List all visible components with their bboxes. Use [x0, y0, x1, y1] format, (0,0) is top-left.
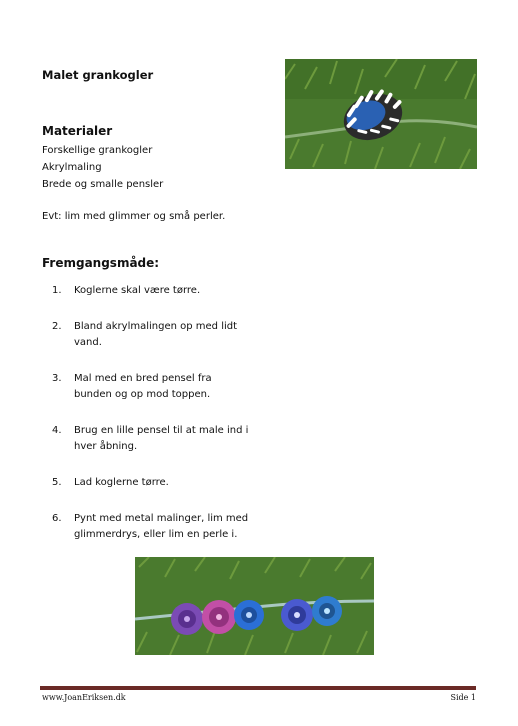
- materials-item: Brede og smalle pensler: [42, 179, 164, 190]
- method-heading: Fremgangsmåde:: [42, 256, 160, 270]
- pinecone-garland-image: [135, 557, 374, 655]
- step-text: Pynt med metal malinger, lim med glimmerdrys, eller lim en perle i.: [74, 513, 249, 540]
- step-number: 4.: [52, 425, 62, 436]
- materials-heading: Materialer: [42, 124, 113, 138]
- method-section: [42, 256, 159, 274]
- materials-item: Forskellige grankogler: [42, 145, 153, 156]
- step-number: 1.: [52, 285, 62, 296]
- step-number: 2.: [52, 321, 62, 332]
- painted-pinecone-image: [285, 59, 477, 169]
- cone-blue-purple: [281, 599, 313, 631]
- step-item: [52, 511, 252, 543]
- step-text: Bland akrylmalingen op med lidt vand.: [74, 321, 238, 348]
- step-text: Mal med en bred pensel fra bunden og op mod toppen.: [74, 373, 212, 400]
- optional-materials: Evt: lim med glimmer og små perler.: [42, 211, 226, 222]
- materials-section: [42, 124, 163, 193]
- cone-blue: [234, 600, 264, 630]
- step-item: [52, 371, 252, 403]
- cone-pink: [202, 600, 236, 634]
- footer-website: www.JoanEriksen.dk: [42, 693, 126, 702]
- step-item: [52, 283, 252, 299]
- cone-teal-blue: [312, 596, 342, 626]
- step-item: [52, 423, 252, 455]
- step-item: [52, 475, 252, 491]
- footer-page-number: Side 1: [450, 693, 476, 702]
- step-item: [52, 319, 252, 351]
- document-title: Malet grankogler: [42, 68, 154, 82]
- step-number: 6.: [52, 513, 62, 524]
- painted-pinecone-photo: [285, 59, 477, 169]
- step-number: 5.: [52, 477, 62, 488]
- step-text: Lad koglerne tørre.: [74, 477, 169, 488]
- materials-item: Akrylmaling: [42, 162, 102, 173]
- pinecone-garland-photo: [135, 557, 374, 655]
- steps-list: [52, 283, 252, 563]
- step-number: 3.: [52, 373, 62, 384]
- step-text: Koglerne skal være tørre.: [74, 285, 201, 296]
- cone-purple: [171, 603, 203, 635]
- footer-rule: [40, 686, 476, 690]
- step-text: Brug en lille pensel til at male ind i hver åbning.: [74, 425, 249, 452]
